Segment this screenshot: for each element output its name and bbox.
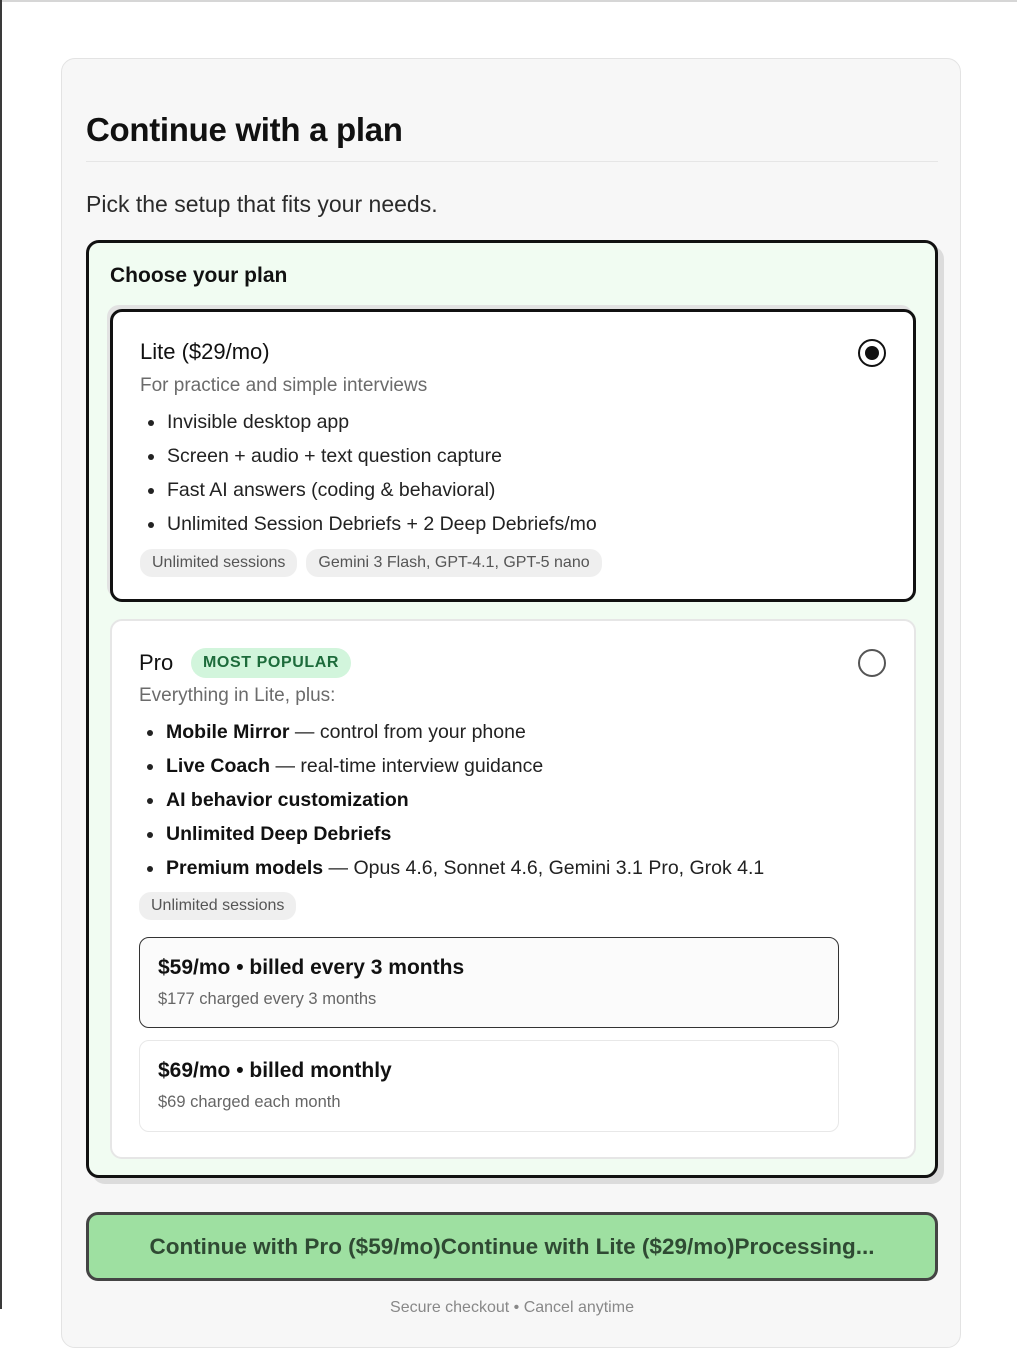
chip-row-pro xyxy=(139,892,296,920)
feature-detail: — real-time interview guidance xyxy=(270,755,544,777)
feature-detail: — control from your phone xyxy=(289,721,526,743)
radio-lite[interactable] xyxy=(858,339,886,367)
billing-label: $59/mo • billed every 3 months xyxy=(158,956,465,979)
window-top-border xyxy=(0,0,1017,2)
plan-selector-title: Choose your plan xyxy=(110,264,288,287)
billing-option-quarterly[interactable] xyxy=(139,937,839,1028)
feature-item: Unlimited Session Debriefs + 2 Deep Debriefs/mo xyxy=(167,513,597,547)
feature-item xyxy=(166,823,764,857)
plan-description-pro: Everything in Lite, plus: xyxy=(139,685,336,706)
feature-name: Premium models xyxy=(166,857,324,879)
page-title: Continue with a plan xyxy=(86,111,403,148)
feature-name: Unlimited Deep Debriefs xyxy=(166,823,392,845)
feature-list-pro xyxy=(166,721,764,891)
chip-row-lite xyxy=(140,549,602,577)
radio-pro[interactable] xyxy=(858,649,886,677)
most-popular-badge: MOST POPULAR xyxy=(191,648,351,678)
secure-checkout-note: Secure checkout • Cancel anytime xyxy=(390,1299,634,1316)
feature-item: Fast AI answers (coding & behavioral) xyxy=(167,479,597,513)
feature-name: Live Coach xyxy=(166,755,271,777)
plan-selector xyxy=(86,240,938,1178)
feature-name: Mobile Mirror xyxy=(166,721,290,743)
billing-label: $69/mo • billed monthly xyxy=(158,1059,392,1082)
feature-item: Invisible desktop app xyxy=(167,411,597,445)
chip-sessions: Unlimited sessions xyxy=(139,892,296,920)
feature-list-lite xyxy=(167,411,597,547)
feature-item xyxy=(166,755,764,789)
feature-item: Screen + audio + text question capture xyxy=(167,445,597,479)
title-divider xyxy=(86,161,938,162)
feature-item xyxy=(166,789,764,823)
chip-sessions: Unlimited sessions xyxy=(140,549,297,577)
billing-detail: $69 charged each month xyxy=(158,1093,341,1111)
feature-name: AI behavior customization xyxy=(166,789,409,811)
continue-button[interactable]: Continue with Pro ($59/mo)Continue with Lite ($29/mo)Processing... xyxy=(86,1212,938,1281)
plan-option-lite[interactable] xyxy=(110,309,916,602)
plan-name-pro: Pro xyxy=(139,650,174,675)
billing-detail: $177 charged every 3 months xyxy=(158,990,377,1008)
window-left-border xyxy=(0,0,2,1309)
feature-detail: — Opus 4.6, Sonnet 4.6, Gemini 3.1 Pro, Grok 4.1 xyxy=(323,857,765,879)
chip-models: Gemini 3 Flash, GPT-4.1, GPT-5 nano xyxy=(306,549,601,577)
page-subtitle: Pick the setup that fits your needs. xyxy=(86,191,438,217)
feature-item xyxy=(166,721,764,755)
billing-option-monthly[interactable] xyxy=(139,1040,839,1132)
plan-option-pro[interactable] xyxy=(110,619,916,1159)
plan-description-lite: For practice and simple interviews xyxy=(140,375,428,396)
feature-item xyxy=(166,857,764,891)
checkout-card xyxy=(61,58,961,1348)
plan-name-lite: Lite ($29/mo) xyxy=(140,339,270,364)
